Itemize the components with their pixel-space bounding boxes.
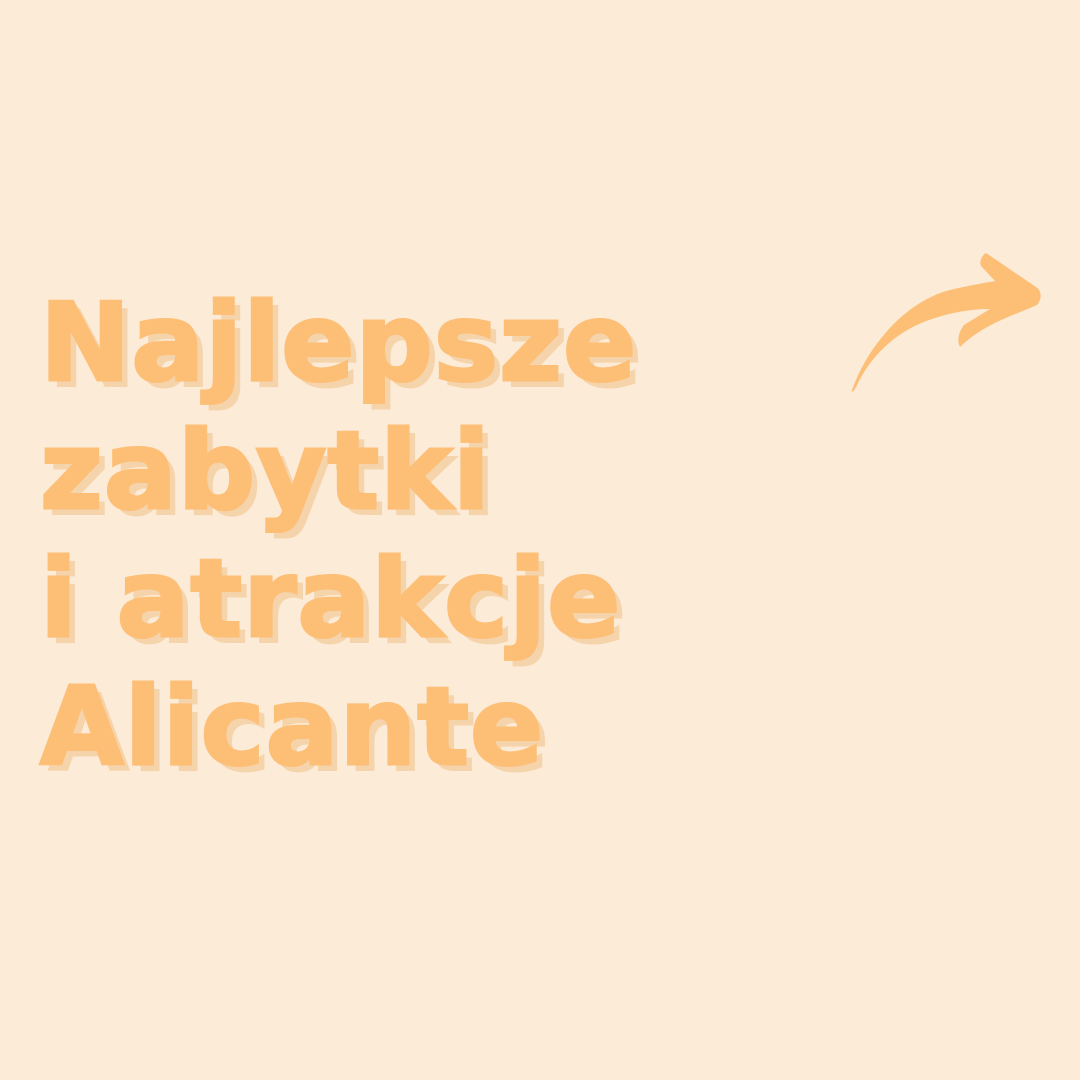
title-line-3: i atrakcje	[40, 537, 622, 662]
title-line-4: Alicante	[40, 665, 545, 790]
title-line-2: zabytki	[40, 409, 491, 534]
curved-arrow-right-icon	[840, 245, 1055, 400]
page-title	[40, 280, 637, 792]
title-line-1: Najlepsze	[40, 281, 638, 406]
